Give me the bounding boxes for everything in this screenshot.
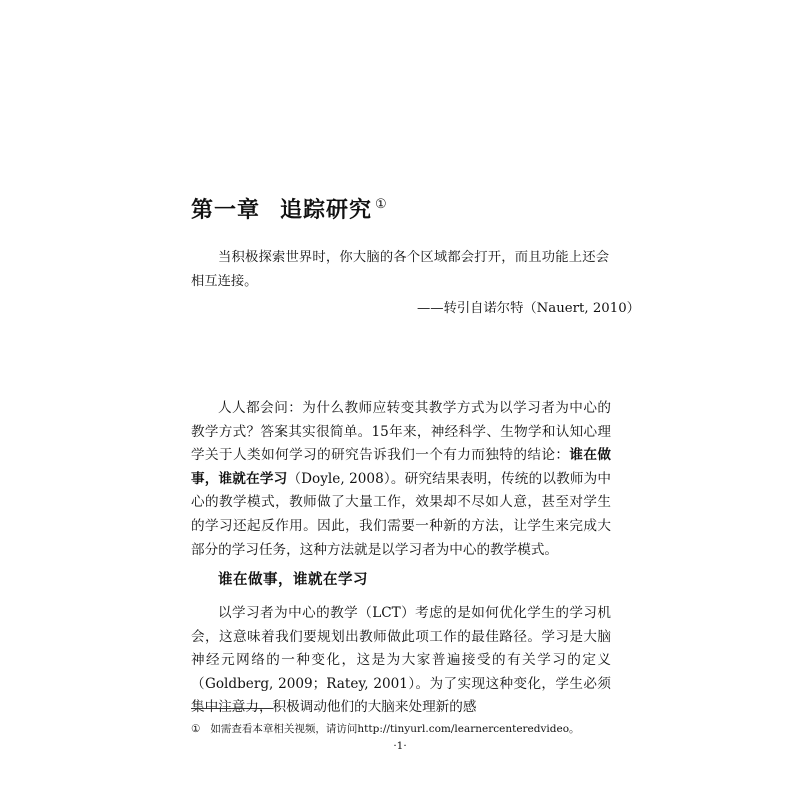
epigraph-text: 当积极探索世界时，你大脑的各个区域都会打开，而且功能上还会相互连接。 (191, 250, 609, 289)
paragraph-1 (191, 397, 611, 562)
paragraph-1-part-2: （Doyle, 2008）。研究结果表明，传统的以教师为中心的教学模式，教师做了大量工作，效果却不尽如人意，甚至对学生的学习还起反作用。因此，我们需要一种新的方法，让学生来完成大部分的学习任务，这种方法就是以学习者为中心的教学模式。 (191, 470, 612, 558)
footnote-mark: ① (191, 723, 201, 735)
paragraph-2 (191, 602, 611, 720)
page-number: ·1· (393, 740, 407, 752)
chapter-footnote-mark: ① (375, 197, 388, 212)
footnote-text: 如需查看本章相关视频，请访问http://tinyurl.com/learnercenteredvideo。 (210, 723, 580, 735)
footnote (191, 721, 580, 736)
epigraph (191, 246, 640, 316)
paragraph-1-part-1: 人人都会问：为什么教师应转变其教学方式为以学习者为中心的教学方式？答案其实很简单。15年来，神经科学、生物学和认知心理学关于人类如何学习的研究告诉我们一个有力而独特的结论： (191, 400, 611, 464)
footnote-divider (191, 708, 273, 709)
epigraph-attribution: ——转引自诺尔特（Nauert, 2010） (417, 301, 640, 316)
section-heading: 谁在做事，谁就在学习 (218, 571, 368, 588)
paragraph-2-text: 以学习者为中心的教学（LCT）考虑的是如何优化学生的学习机会，这意味着我们要规划出教师做此项工作的最佳路径。学习是大脑神经元网络的一种变化，这是为大家普遍接受的有关学习的定义（Goldberg, 2009；Ratey, 2001）。为了实现这种变化，学生必须集中注意力，积极调动他们的大脑来处理新的感 (191, 605, 611, 716)
chapter-number-label: 第一章 (191, 197, 261, 223)
chapter-title-text: 追踪研究 (280, 197, 373, 223)
paragraph-1-bold-phrase: 谁在做事，谁就在学习 (191, 447, 612, 487)
chapter-title (191, 193, 388, 224)
